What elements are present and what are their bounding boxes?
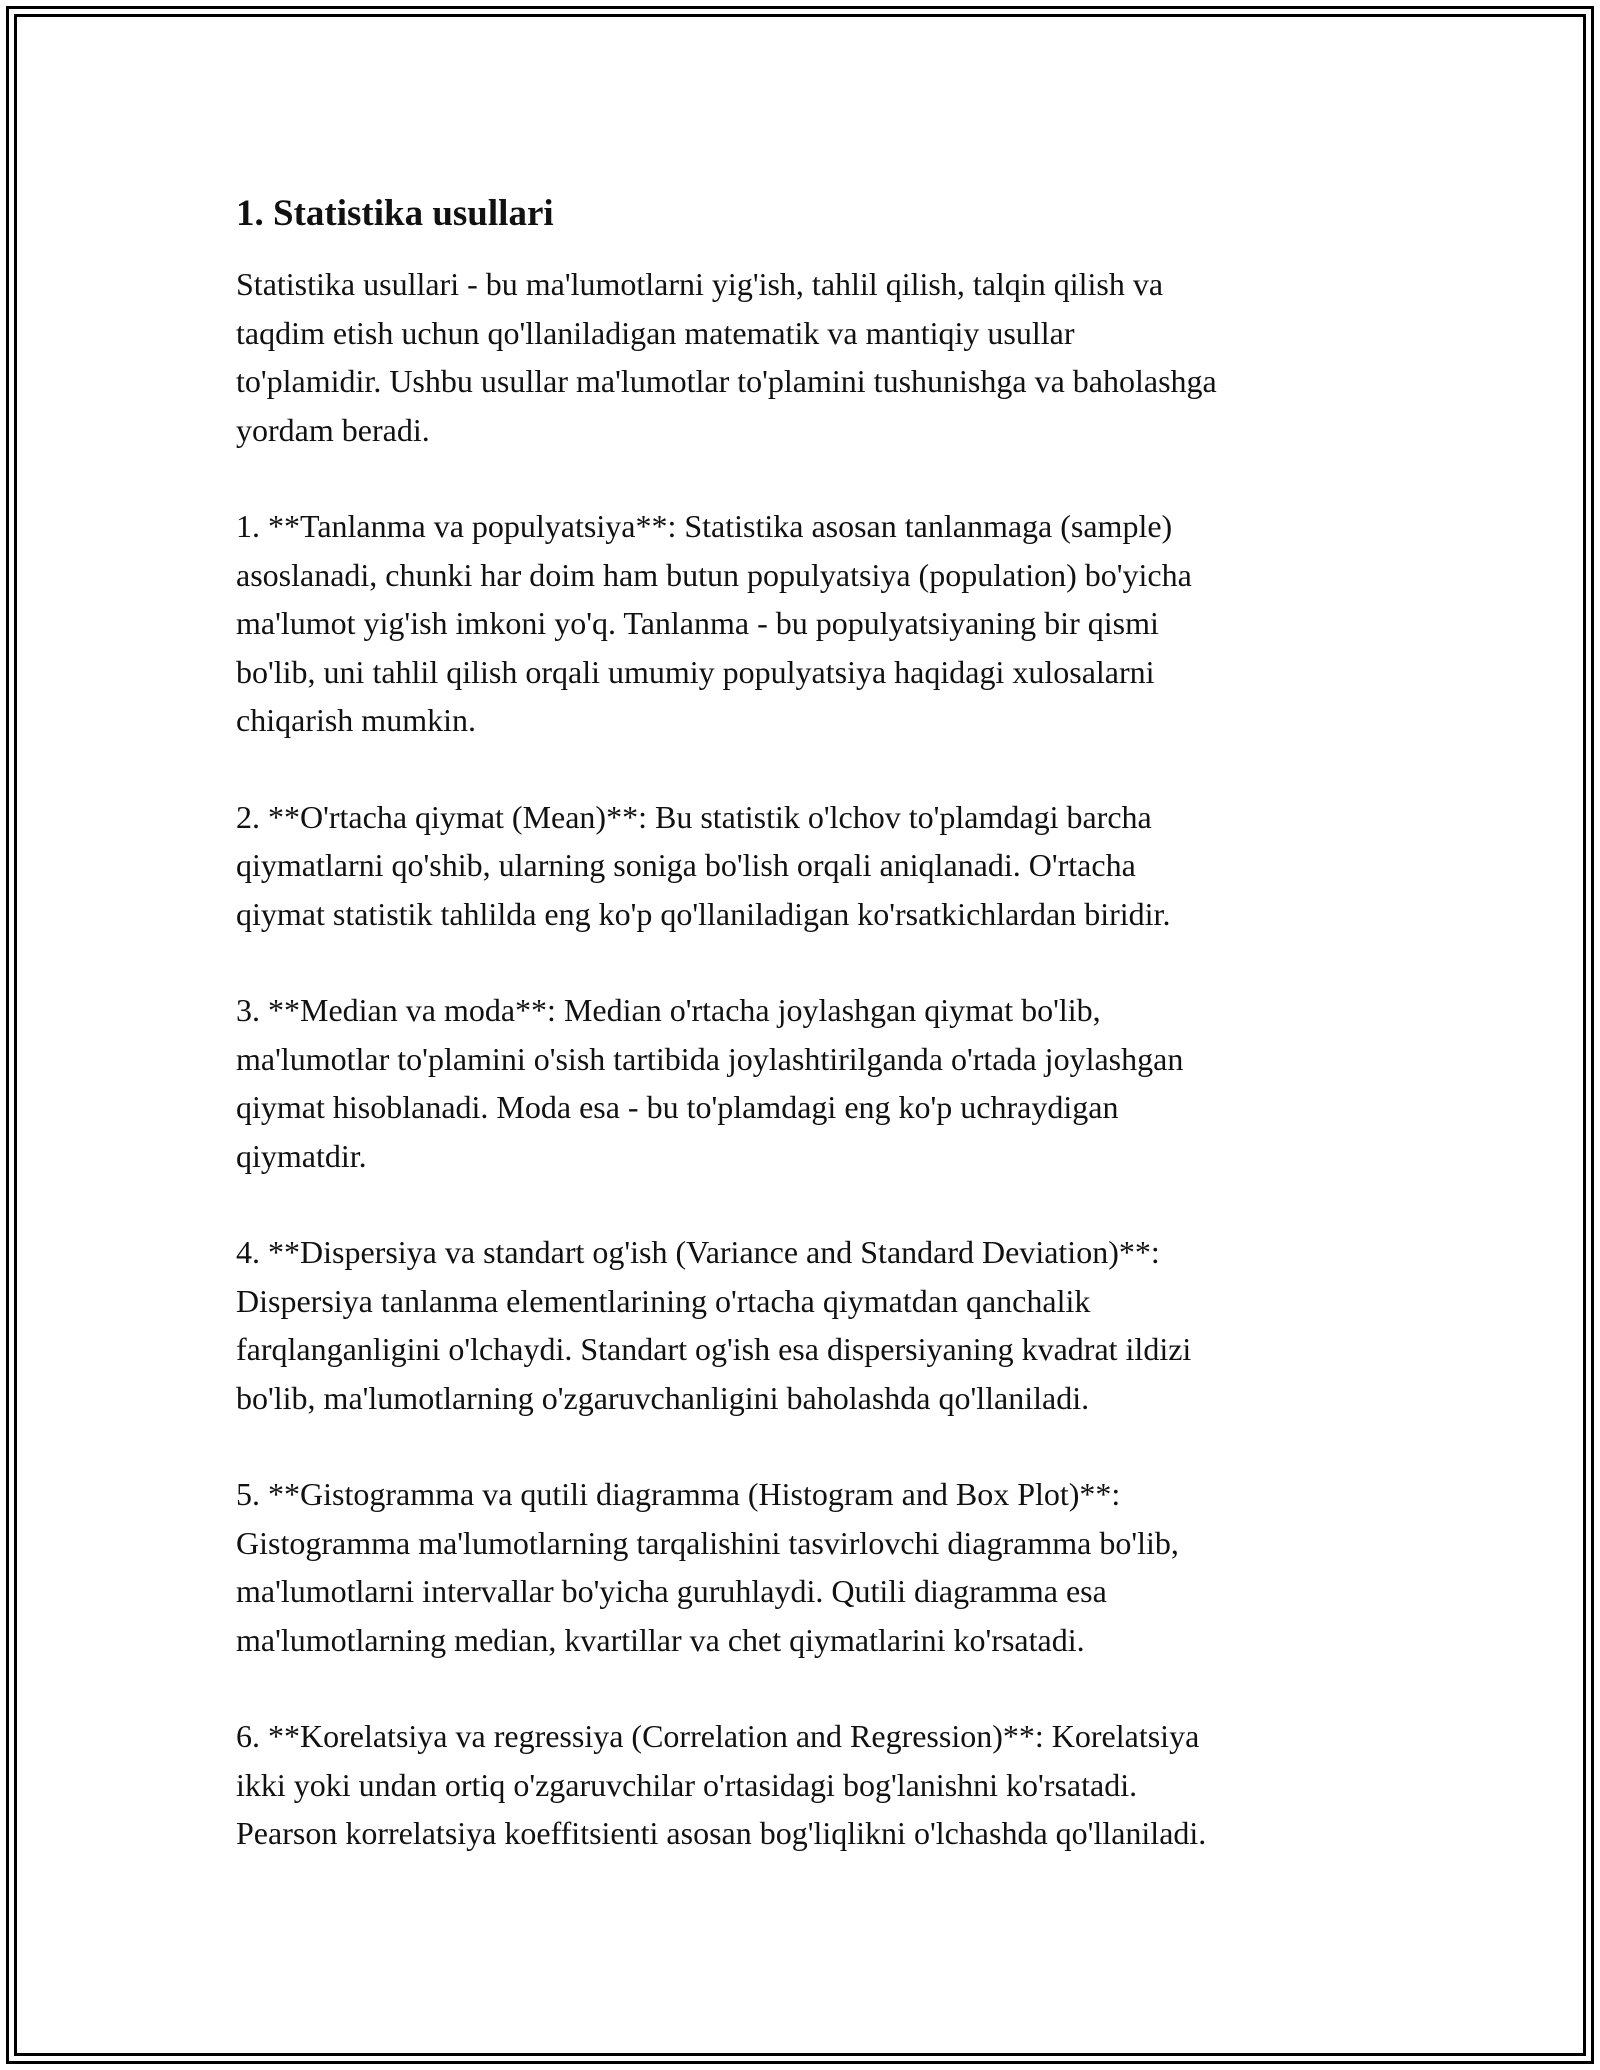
paragraph-mean: 2. **O'rtacha qiymat (Mean)**: Bu statistik o'lchov to'plamdagi barcha qiymatlarni qo'shib, ularning soniga bo'lish orqali aniqlanadi. O'rtacha qiymat statistik tahlilda eng ko'p qo'llaniladigan ko'rsatkichlardan biridir. — [236, 798, 1171, 932]
paragraph-correlation-regression: 6. **Korelatsiya va regressiya (Correlation and Regression)**: Korelatsiya ikki yoki undan ortiq o'zgaruvchilar o'rtasidagi bog'lanishni ko'rsatadi. Pearson korrelatsiya koeffitsienti asosan bog'liqlikni o'lchashda qo'llaniladi. — [236, 1718, 1207, 1851]
document-body — [236, 186, 1386, 1906]
paragraph-variance-deviation: 4. **Dispersiya va standart og'ish (Variance and Standard Deviation)**: Dispersiya tanlanma elementlarining o'rtacha qiymatdan qanchalik farqlanganligini o'lchaydi. Standart og'ish esa dispersiyaning kvadrat ildizi bo'lib, ma'lumotlarning o'zgaruvchanligini baholashda qo'llaniladi. — [236, 1234, 1192, 1416]
document-title: 1. Statistika usullari — [236, 193, 554, 234]
intro-paragraph: Statistika usullari - bu ma'lumotlarni yig'ish, tahlil qilish, talqin qilish va taqdim etish uchun qo'llaniladigan matematik va mantiqiy usullar to'plamidir. Ushbu usullar ma'lumotlar to'plamini tushunishga va baholashga yordam beradi. — [236, 266, 1217, 448]
paragraph-median-mode: 3. **Median va moda**: Median o'rtacha joylashgan qiymat bo'lib, ma'lumotlar to'plamini o'sish tartibida joylashtirilganda o'rtada joylashgan qiymat hisoblanadi. Moda esa - bu to'plamdagi eng ko'p uchraydigan qiymatdir. — [236, 992, 1184, 1174]
paragraph-sample-population: 1. **Tanlanma va populyatsiya**: Statistika asosan tanlanmaga (sample) asoslanadi, chunki har doim ham butun populyatsiya (population) bo'yicha ma'lumot yig'ish imkoni yo'q. Tanlanma - bu populyatsiyaning bir qismi bo'lib, uni tahlil qilish orqali umumiy populyatsiya haqidagi xulosalarni chiqarish mumkin. — [236, 508, 1192, 738]
paragraph-histogram-boxplot: 5. **Gistogramma va qutili diagramma (Histogram and Box Plot)**: Gistogramma ma'lumotlarning tarqalishini tasvirlovchi diagramma bo'lib, ma'lumotlarni intervallar bo'yicha guruhlaydi. Qutili diagramma esa ma'lumotlarning median, kvartillar va chet qiymatlarini ko'rsatadi. — [236, 1476, 1179, 1658]
